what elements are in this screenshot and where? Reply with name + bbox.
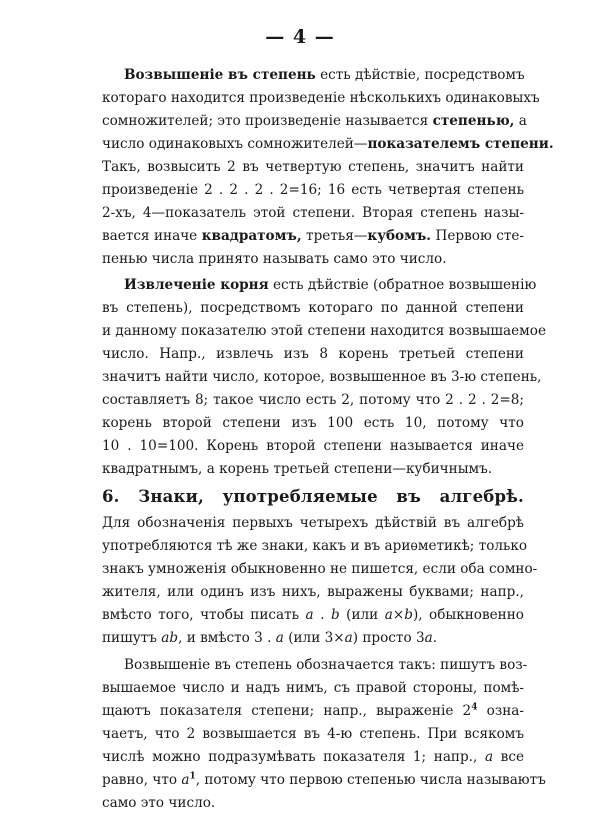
text-line — [102, 746, 524, 769]
text-run: квадратнымъ, а корень третьей степени—кубичнымъ. — [102, 461, 493, 477]
term-bold: показателемъ степени. — [367, 136, 554, 152]
text-run: вмѣсто того, чтобы писать — [102, 607, 306, 623]
text-run: Такъ, возвысить 2 въ четвертую степень, значитъ найти — [102, 159, 524, 175]
paragraph-algebra-signs — [102, 512, 538, 650]
text-line — [102, 512, 524, 535]
text-line — [102, 535, 528, 558]
text-run: есть дѣйствіе, посредствомъ — [315, 67, 525, 83]
text-line — [102, 558, 538, 581]
text-run: число одинаковыхъ сомножителей— — [102, 136, 368, 152]
text-run: корень второй степени изъ 100 есть 10, потому что — [102, 415, 524, 431]
term-bold: Возвышеніе въ степень — [124, 67, 316, 83]
text-run: чаетъ, что 2 возвышается въ 4-ю степень. При всякомъ — [102, 726, 524, 742]
text-run: есть дѣйствіе (обратное возвышенію — [268, 277, 537, 293]
text-run: щаютъ показателя степени; напр., выраженіе 2 — [102, 703, 472, 719]
math-var: a — [305, 607, 314, 623]
math-var: b — [404, 607, 413, 623]
text-line — [102, 723, 524, 746]
text-line — [102, 654, 528, 677]
math-var: a — [384, 607, 393, 623]
term-bold: квадратомъ, — [201, 228, 302, 244]
text-run: числѣ можно подразумѣвать показателя 1; напр., — [102, 749, 485, 765]
text-run: число. Напр., извлечь изъ 8 корень третьей степени — [102, 346, 524, 362]
text-run: , и вмѣсто 3 . — [178, 630, 276, 646]
text-line — [102, 366, 542, 389]
text-line — [102, 604, 524, 627]
page-number: — 4 — — [265, 26, 335, 48]
text-run: все — [493, 749, 524, 765]
text-line — [102, 297, 524, 320]
text-run: ) просто 3 — [352, 630, 425, 646]
text-run: Для обозначенія первыхъ четырехъ дѣйствій въ алгебрѣ — [102, 515, 524, 531]
text-run: и данному показателю этой степени находится возвышаемое — [102, 323, 546, 339]
text-line — [102, 225, 524, 248]
math-var: a — [344, 630, 353, 646]
text-run: пенью числа принято называть само это число. — [102, 251, 447, 267]
text-run: равно, что — [102, 772, 182, 788]
text-run: Возвышеніе въ степень обозначается такъ: пишутъ воз- — [124, 657, 528, 673]
text-line — [102, 110, 527, 133]
exponent: 4 — [471, 702, 478, 713]
term-bold: кубомъ. — [367, 228, 432, 244]
text-line — [102, 202, 524, 225]
text-line — [102, 769, 546, 792]
math-var: a — [424, 630, 433, 646]
text-run: сомножителей; это произведеніе называется — [102, 113, 433, 129]
paragraph-exponentiation — [102, 64, 554, 271]
text-line — [102, 581, 524, 604]
text-run: въ степень), посредствомъ котораго по данной степени — [102, 300, 524, 316]
text-run: . — [432, 630, 438, 646]
text-line — [102, 412, 524, 435]
math-var: a — [181, 772, 190, 788]
text-run: 2-хъ, 4—показатель этой степени. Вторая степень назы- — [102, 205, 524, 221]
paragraph-root-extraction — [102, 274, 546, 481]
text-line — [102, 389, 524, 412]
text-run: составляетъ 8; такое число есть 2, потому что 2 . 2 . 2=8; — [102, 392, 524, 408]
text-line — [102, 87, 540, 110]
text-line — [102, 700, 524, 723]
text-run: пишутъ — [102, 630, 162, 646]
text-line — [102, 156, 524, 179]
math-var: a — [484, 749, 494, 765]
text-line — [102, 792, 524, 815]
text-run: , потому что первою степенью числа называютъ — [195, 772, 546, 788]
text-run: само это число. — [102, 795, 216, 811]
text-line — [102, 320, 546, 343]
text-run: употребляются тѣ же знаки, какъ и въ ариѳметикѣ; только — [102, 538, 528, 554]
term-bold: степенью, — [432, 113, 515, 129]
section-heading — [102, 482, 524, 512]
text-run: котораго находится произведеніе нѣсколькихъ одинаковыхъ — [102, 90, 540, 106]
text-run: Первою сте- — [431, 228, 525, 244]
math-var: ab — [161, 630, 179, 646]
exponent: 1 — [189, 771, 196, 782]
text-run: 10 . 10=100. Корень второй степени называется иначе — [102, 438, 524, 454]
text-run: × — [392, 607, 405, 623]
text-run: озна- — [477, 703, 524, 719]
term-bold: Извлеченіе корня — [124, 277, 269, 293]
text-run: значитъ найти число, которое, возвышенное въ 3-ю степень, — [102, 369, 542, 385]
text-line — [102, 677, 524, 700]
text-run: а — [514, 113, 527, 129]
text-run: вышаемое число и надъ нимъ, съ правой стороны, помѣ- — [102, 680, 524, 696]
text-run: жителя, или одинъ изъ нихъ, выражены буквами; напр., — [102, 584, 524, 600]
text-line — [102, 627, 524, 650]
text-run: произведеніе 2 . 2 . 2 . 2=16; 16 есть четвертая степень — [102, 182, 524, 198]
text-line — [102, 458, 524, 481]
text-run: вается иначе — [102, 228, 202, 244]
text-run: ), обыкновенно — [412, 607, 524, 623]
text-line — [102, 248, 524, 271]
text-line — [102, 343, 524, 366]
text-run: (или — [339, 607, 385, 623]
text-line — [102, 274, 537, 297]
text-line — [102, 435, 524, 458]
text-line — [102, 64, 524, 87]
text-line — [102, 133, 554, 156]
text-run: третья— — [301, 228, 368, 244]
text-run: (или 3× — [283, 630, 345, 646]
text-line — [102, 179, 524, 202]
math-var: a — [275, 630, 284, 646]
text-run: . — [313, 607, 331, 623]
paragraph-exponent-notation — [102, 654, 546, 815]
math-var: b — [330, 607, 340, 623]
text-run: знакъ умноженія обыкновенно не пишется, если оба сомно- — [102, 561, 538, 577]
heading-algebra-signs: 6. Знаки, употребляемые въ алгебрѣ. — [102, 487, 524, 506]
